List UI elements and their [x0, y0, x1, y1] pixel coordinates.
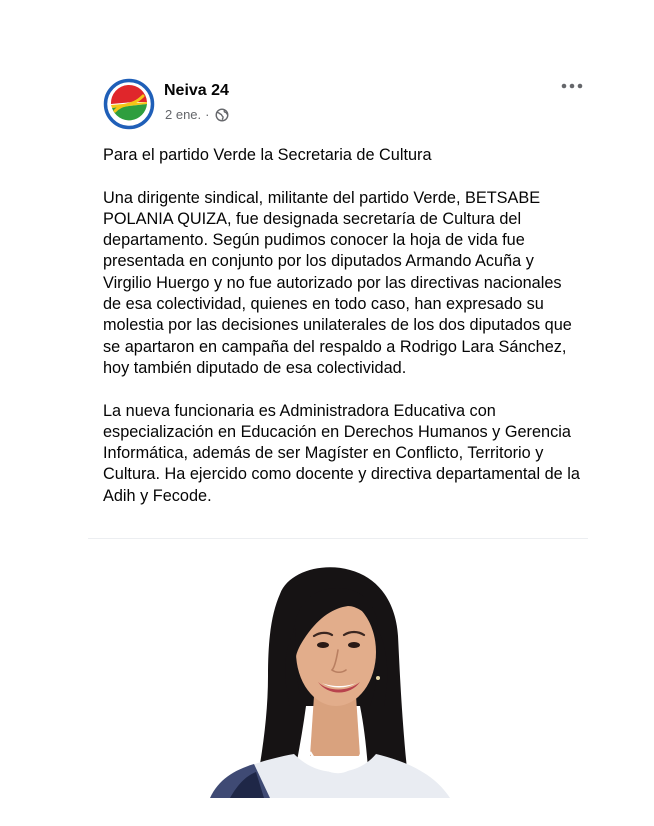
page-name[interactable]: Neiva 24 [164, 82, 229, 99]
post-photo[interactable] [210, 566, 450, 798]
post-paragraph: La nueva funcionaria es Administradora Educativa con especialización en Educación en Derechos Humanos y Gerencia Informática, además de ser Magíster en Conflicto, Territorio y Cultura. Ha ejercido como docente y directiva departamental de la Adih y Fecode. [103, 401, 580, 505]
post-header [103, 78, 583, 134]
page-avatar[interactable] [103, 78, 155, 130]
divider [88, 538, 588, 539]
post-paragraph-title: Para el partido Verde la Secretaria de Cultura [103, 146, 432, 164]
post-meta [165, 107, 229, 122]
post-paragraph: Una dirigente sindical, militante del partido Verde, BETSABE POLANIA QUIZA, fue designada secretaría de Cultura del departamento. Según pudimos conocer la hoja de vida fue presentada en conjunto por los diputados Armando Acuña y Virgilio Huergo y no fue autorizado por las directivas nacionales de esa colectividad, quienes en todo caso, han expresado su molestia por las decisiones unilaterales de los dos diputados que se apartaron en campaña del respaldo a Rodrigo Lara Sánchez, hoy también diputado de esa colectividad. [103, 188, 572, 377]
meta-separator: · [205, 107, 210, 122]
globe-icon [215, 108, 229, 122]
more-options-button[interactable] [557, 74, 587, 98]
post-date[interactable]: 2 ene. [165, 107, 202, 122]
post-text [103, 145, 583, 507]
more-horizontal-icon [560, 82, 584, 90]
